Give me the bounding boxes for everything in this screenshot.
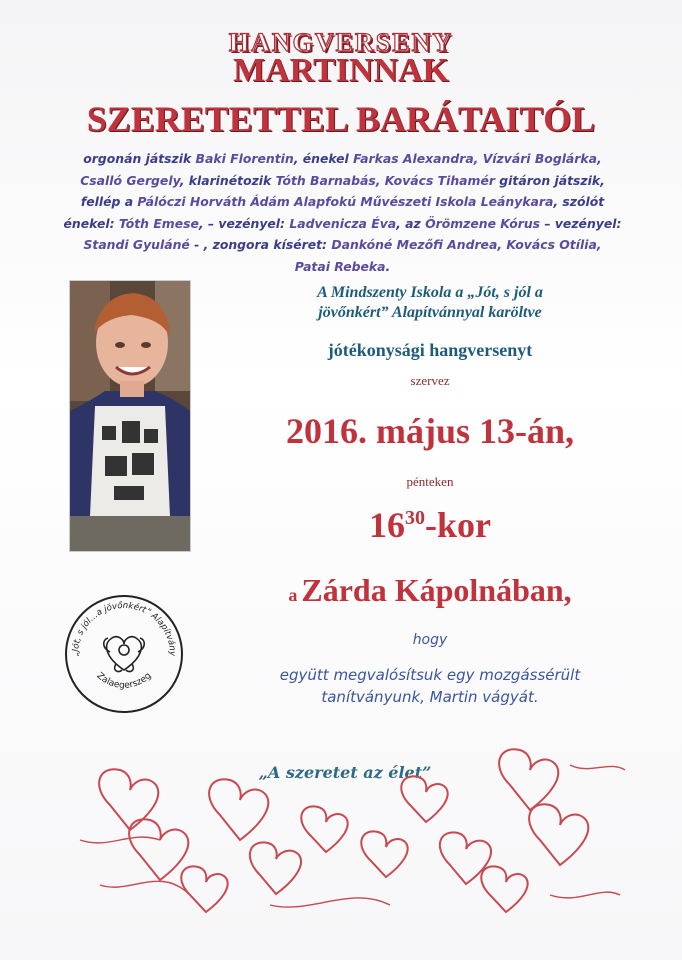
performer-text: , klarinétozik bbox=[179, 172, 276, 188]
title-hangverseny: HANGVERSENY bbox=[228, 28, 454, 57]
organizes-word: szervez bbox=[410, 373, 450, 388]
organizer-line2: jövőnkért” Alapítvánnyal karöltve bbox=[318, 304, 542, 321]
heart-flower-icon bbox=[104, 637, 145, 672]
performer-text: – vezényel: bbox=[540, 215, 622, 231]
performer-text: . bbox=[385, 258, 391, 274]
event-place bbox=[200, 572, 660, 609]
performer-text: - , zongora kíséret: bbox=[189, 237, 332, 252]
performer-text: , énekel bbox=[293, 151, 354, 166]
performer-name: Ladvenicza Éva bbox=[289, 215, 397, 231]
purpose-text bbox=[200, 664, 660, 708]
performer-name: Tóth Barnabás, Kovács Tihamér bbox=[275, 172, 495, 188]
performer-text: gitáron játszik, bbox=[494, 172, 605, 188]
performer-name: Tóth Emese bbox=[118, 215, 199, 231]
performer-text: , az bbox=[396, 215, 426, 231]
place-prefix: a bbox=[288, 585, 298, 605]
performer-text: , – vezényel: bbox=[198, 215, 290, 231]
weekday: pénteken bbox=[406, 474, 454, 489]
performer-name: Csalló Gergely bbox=[80, 172, 180, 188]
martin-photo bbox=[69, 280, 191, 552]
purpose-line1: együtt megvalósítsuk egy mozgássérült bbox=[279, 666, 581, 684]
performer-text: énekel: bbox=[63, 215, 119, 231]
performer-name: Patai Rebeka bbox=[294, 258, 386, 274]
performer-text: orgonán játszik bbox=[83, 151, 196, 166]
conjunction: hogy bbox=[412, 632, 448, 648]
event-type: jótékonysági hangversenyt bbox=[327, 340, 533, 360]
performer-name: Pálóczi Horváth Ádám Alapfokú Művészeti Iskola Leánykara bbox=[137, 194, 554, 209]
performers-line bbox=[60, 256, 625, 278]
performers-line bbox=[60, 191, 625, 213]
organizer-text bbox=[220, 283, 640, 323]
place-name: Zárda Kápolnában, bbox=[301, 572, 572, 608]
performers-line bbox=[60, 170, 625, 192]
time-minute: 30 bbox=[405, 507, 425, 529]
hearts-decoration bbox=[70, 745, 630, 925]
performer-text: , szólót bbox=[553, 194, 605, 209]
performer-name: Baki Florentin bbox=[195, 151, 294, 166]
event-date: 2016. május 13-án, bbox=[285, 411, 575, 451]
performer-text: fellép a bbox=[80, 194, 138, 209]
performers-text bbox=[60, 148, 625, 277]
performers-line bbox=[60, 234, 625, 256]
organizer-line1: A Mindszenty Iskola a „Jót, s jól a bbox=[317, 284, 543, 301]
performer-name: Örömzene Kórus bbox=[425, 215, 541, 231]
performer-name: Farkas Alexandra, Vízvári Boglárka, bbox=[353, 151, 602, 166]
purpose-line2: tanítványunk, Martin vágyát. bbox=[321, 688, 539, 706]
time-hour: 16 bbox=[369, 505, 405, 545]
performers-line bbox=[60, 148, 625, 170]
quote: „A szeretet az élet” bbox=[258, 763, 432, 782]
time-suffix: -kor bbox=[425, 505, 491, 545]
svg-text:Zalaegerszeg bbox=[95, 671, 154, 691]
performer-name: Standi Gyuláné bbox=[83, 237, 190, 252]
title-martinnak: MARTINNAK bbox=[232, 52, 450, 89]
stamp-text-bottom: Zalaegerszeg bbox=[94, 671, 154, 691]
performer-name: Dankóné Mezőfi Andrea, Kovács Otília, bbox=[331, 237, 602, 252]
performers-line bbox=[60, 213, 625, 235]
title-szeretettel: SZERETETTEL BARÁTAITÓL bbox=[86, 99, 596, 139]
foundation-stamp bbox=[62, 592, 186, 716]
stamp-text-top: „Jót, s jól…a jövőnkért” Alapítvány bbox=[70, 600, 178, 657]
event-time bbox=[220, 504, 640, 546]
